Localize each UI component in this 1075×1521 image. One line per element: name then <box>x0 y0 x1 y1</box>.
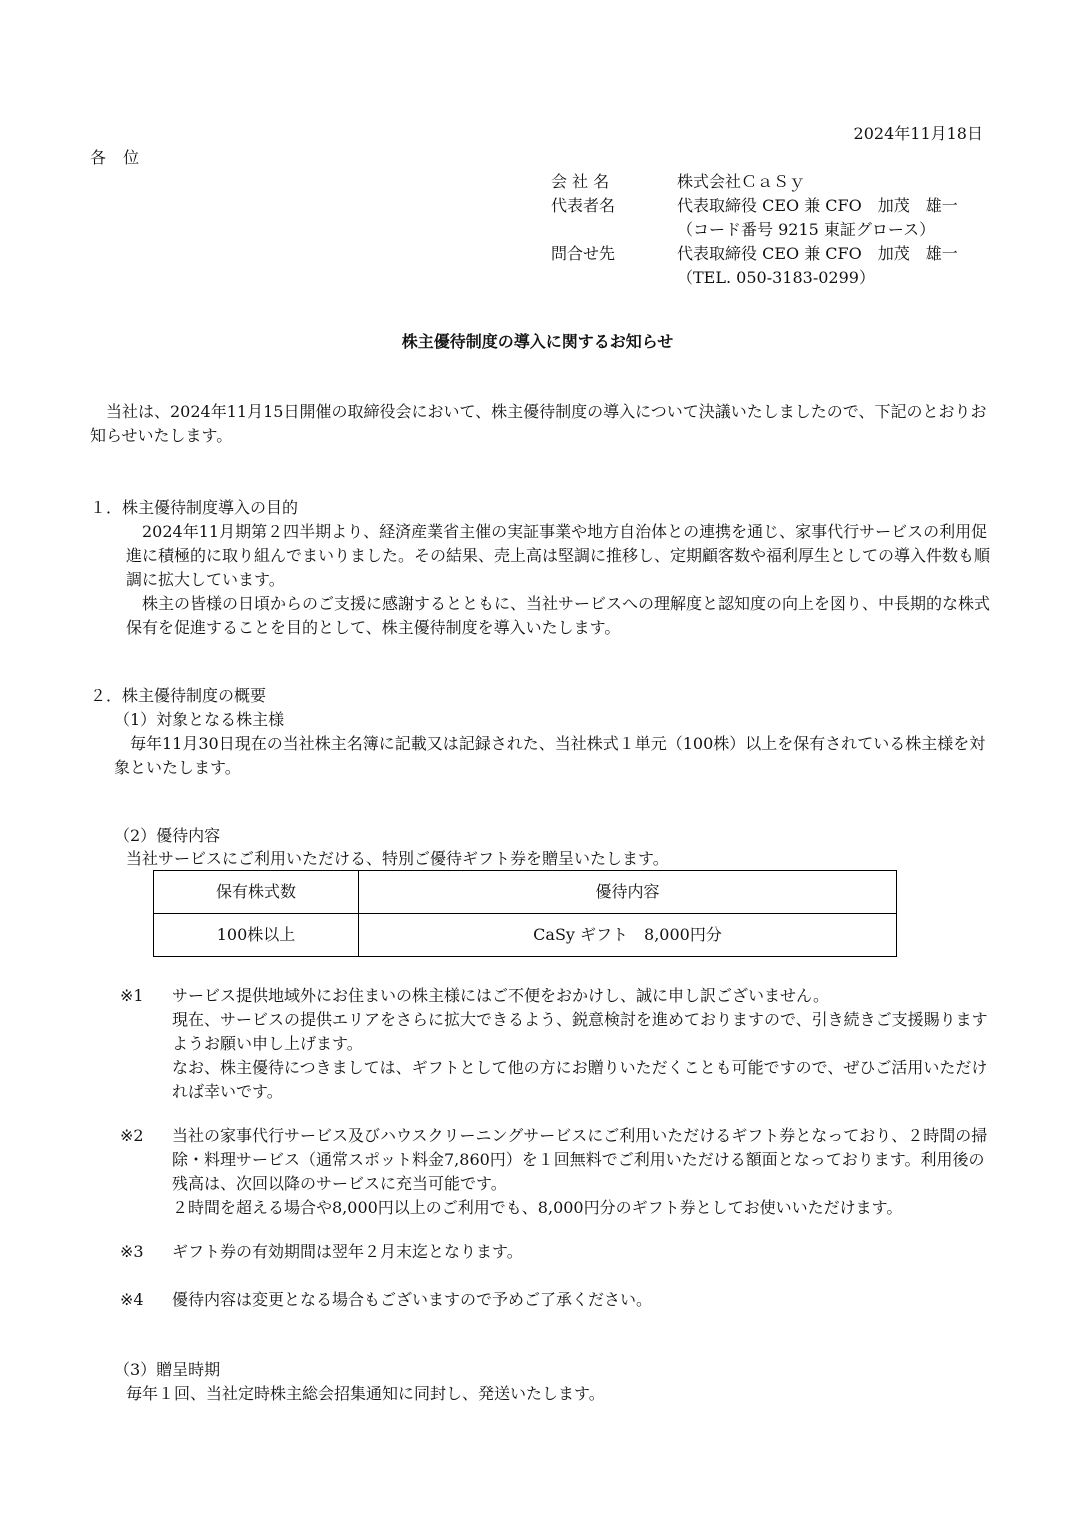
note-3 <box>120 1240 1000 1264</box>
note-line: ギフト券の有効期間は翌年２月末迄となります。 <box>172 1242 523 1261</box>
gift-table <box>153 870 897 957</box>
subsection3-heading: （3）贈呈時期 <box>114 1360 221 1379</box>
company-row-label: 会 社 名 <box>551 172 610 191</box>
table-header-cell: 優待内容 <box>359 871 897 914</box>
table-header-row <box>154 871 897 914</box>
company-row-value: 株式会社ＣａＳｙ <box>677 172 806 191</box>
subsection2-heading: （2）優待内容 <box>114 826 221 845</box>
subsection2-text: 当社サービスにご利用いただける、特別ご優待ギフト券を贈呈いたします。 <box>126 849 669 868</box>
company-row-label: 問合せ先 <box>551 244 616 263</box>
note-line: サービス提供地域外にお住まいの株主様にはご不便をおかけし、誠に申し訳ございません。 <box>172 986 829 1005</box>
company-row-value: （TEL. 050-3183-0299） <box>677 268 875 287</box>
company-row <box>551 170 958 194</box>
note-mark: ※2 <box>120 1126 144 1145</box>
section2-heading: ２．株主優待制度の概要 <box>90 686 267 705</box>
intro-paragraph: 当社は、2024年11月15日開催の取締役会において、株主優待制度の導入について決議いたしましたので、下記のとおりお知らせいたします。 <box>90 402 987 445</box>
note-line: ２時間を超える場合や8,000円以上のご利用でも、8,000円分のギフト券としてお使いいただけます。 <box>172 1198 903 1217</box>
note-line: なお、株主優待につきましては、ギフトとして他の方にお贈りいただくことも可能ですので、ぜひご活用いただければ幸いです。 <box>172 1058 988 1101</box>
table-cell: CaSy ギフト 8,000円分 <box>359 914 897 957</box>
subsection1-heading: （1）対象となる株主様 <box>114 710 285 729</box>
subsection1-text: 毎年11月30日現在の当社株主名簿に記載又は記録された、当社株式１単元（100株）以上を保有されている株主様を対象といたします。 <box>114 734 986 777</box>
company-row-label <box>551 218 677 242</box>
company-row-value: 代表取締役 CEO 兼 CFO 加茂 雄一 <box>677 196 958 215</box>
subsection3-text: 毎年１回、当社定時株主総会招集通知に同封し、発送いたします。 <box>126 1384 605 1403</box>
section1-heading: １．株主優待制度導入の目的 <box>90 498 299 517</box>
company-row <box>551 266 958 290</box>
note-mark: ※1 <box>120 986 144 1005</box>
note-1 <box>120 984 1000 1104</box>
section1-paragraph-1: 2024年11月期第２四半期より、経済産業省主催の実証事業や地方自治体との連携を通じ、家事代行サービスの利用促進に積極的に取り組んでまいりました。その結果、売上高は堅調に推移し、定期顧客数や福利厚生としての導入件数も順調に拡大しています。 <box>126 522 991 589</box>
company-info-block <box>551 170 958 290</box>
company-row <box>551 242 958 266</box>
note-2 <box>120 1124 1000 1220</box>
note-4 <box>120 1288 1000 1312</box>
company-row-label <box>551 266 677 290</box>
table-row <box>154 914 897 957</box>
note-line: 当社の家事代行サービス及びハウスクリーニングサービスにご利用いただけるギフト券となっており、２時間の掃除・料理サービス（通常スポット料金7,860円）を１回無料でご利用いただける額面となっております。利用後の残高は、次回以降のサービスに充当可能です。 <box>172 1126 988 1193</box>
note-mark: ※3 <box>120 1242 144 1261</box>
table-header-cell: 保有株式数 <box>154 871 359 914</box>
note-line: 優待内容は変更となる場合もございますので予めご了承ください。 <box>172 1290 653 1309</box>
company-row-label: 代表者名 <box>551 196 616 215</box>
company-row-value: （コード番号 9215 東証グロース） <box>677 220 936 239</box>
document-title: 株主優待制度の導入に関するお知らせ <box>401 332 674 351</box>
note-line: 現在、サービスの提供エリアをさらに拡大できるよう、鋭意検討を進めておりますので、引き続きご支援賜りますようお願い申し上げます。 <box>172 1010 988 1053</box>
note-mark: ※4 <box>120 1290 144 1309</box>
table-cell: 100株以上 <box>154 914 359 957</box>
document-date: 2024年11月18日 <box>853 124 983 143</box>
company-row <box>551 218 958 242</box>
addressee: 各 位 <box>90 148 146 167</box>
section1-paragraph-2: 株主の皆様の日頃からのご支援に感謝するとともに、当社サービスへの理解度と認知度の向上を図り、中長期的な株式保有を促進することを目的として、株主優待制度を導入いたします。 <box>126 594 991 637</box>
company-row <box>551 194 958 218</box>
company-row-value: 代表取締役 CEO 兼 CFO 加茂 雄一 <box>677 244 958 263</box>
